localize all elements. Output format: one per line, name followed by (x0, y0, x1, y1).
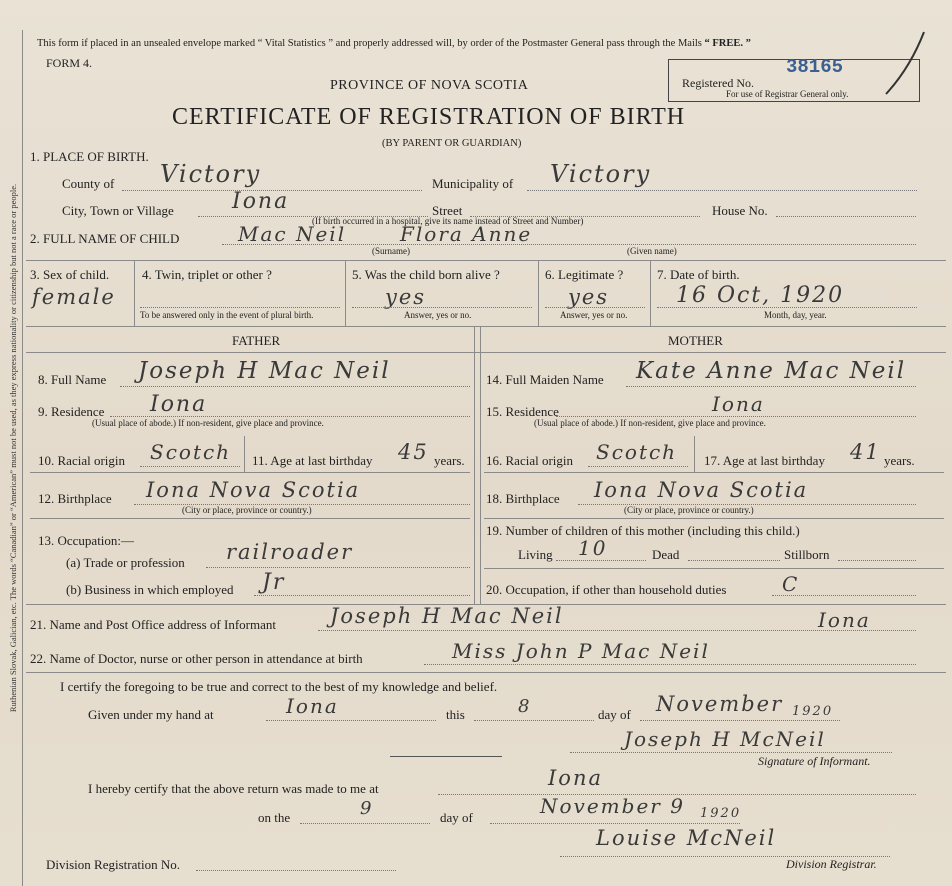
registered-label: Registered No. (682, 76, 754, 90)
father-residence-line (110, 416, 470, 417)
mother-name-line (626, 386, 916, 387)
certificate-title: CERTIFICATE OF REGISTRATION OF BIRTH (172, 104, 686, 130)
mother-racial-label: 16. Racial origin (486, 453, 574, 468)
mother-residence-line (556, 416, 916, 417)
place-label: 1. PLACE OF BIRTH. (30, 149, 149, 164)
county-value: Victory (160, 160, 262, 188)
mother-age-label: 17. Age at last birthday (704, 453, 825, 468)
given-place: Iona (286, 694, 339, 718)
child-name-line (222, 244, 916, 245)
mother-children-label: 19. Number of children of this mother (including this child.) (486, 523, 800, 538)
side-divider (22, 30, 23, 886)
mother-name-label: 14. Full Maiden Name (486, 372, 604, 387)
return-month-line (490, 823, 740, 824)
municipality-value: Victory (550, 160, 652, 188)
mother-occupation: C (782, 572, 800, 596)
mother-dead-line (688, 560, 780, 561)
mother-racial-divider (694, 436, 695, 472)
house-line (776, 216, 916, 217)
father-racial-line (140, 466, 240, 467)
certify-year: 1920 (792, 704, 834, 719)
father-trade: railroader (226, 540, 354, 564)
sex-label: 3. Sex of child. (30, 267, 110, 282)
registered-number: 38165 (786, 56, 844, 78)
mother-racial-line (588, 466, 688, 467)
city-label: City, Town or Village (62, 203, 174, 218)
parents-divider (474, 326, 475, 604)
legit-value: yes (568, 285, 610, 309)
mother-living: 10 (578, 536, 608, 560)
return-year: 1920 (700, 806, 742, 821)
mother-birthplace-label: 18. Birthplace (486, 491, 560, 506)
father-age: 45 (398, 440, 429, 464)
alive-value: yes (385, 285, 427, 309)
mother-stillborn-line (838, 560, 916, 561)
mail-notice-text: This form if placed in an unsealed envelope marked “ Vital Statistics ” and properly addressed will, by order of the Postmaster General pass through the Mails (37, 38, 702, 49)
mail-notice-free: “ FREE. ” (704, 38, 751, 49)
twin-note: To be answered only in the event of plural birth. (140, 310, 314, 320)
father-business-label: (b) Business in which employed (66, 582, 234, 597)
county-label: County of (62, 176, 115, 191)
child-given-name: Flora Anne (400, 222, 533, 246)
sex-value: female (32, 285, 116, 309)
side-note: Ruthenian Slovak, Galician, etc. The words “Canadian” or “American” must not be used, as they express nationality or citizenship but not a race or people. (8, 183, 18, 713)
dob-label: 7. Date of birth. (657, 267, 740, 282)
mother-children-bottom (484, 568, 944, 569)
father-residence-label: 9. Residence (38, 404, 105, 419)
return-day-line (300, 823, 430, 824)
mother-birthplace-bottom (484, 518, 944, 519)
return-place: Iona (548, 766, 603, 790)
mother-residence-note: (Usual place of abode.) If non-resident, give place and province. (534, 418, 766, 428)
father-years: years. (434, 453, 465, 468)
mother-occupation-label: 20. Occupation, if other than household duties (486, 582, 727, 597)
father-occupation-label: 13. Occupation:— (38, 533, 135, 548)
street-label: Street (432, 203, 463, 218)
mother-heading: MOTHER (668, 333, 723, 348)
on-the-label: on the (258, 810, 291, 825)
mother-occupation-line (772, 595, 916, 596)
division-reg-line (196, 870, 396, 871)
father-trade-line (206, 567, 470, 568)
row3-divider-2 (345, 260, 346, 326)
father-name-line (120, 386, 470, 387)
mother-residence-label: 15. Residence (486, 404, 559, 419)
legit-label: 6. Legitimate ? (545, 267, 624, 282)
mother-age: 41 (850, 440, 881, 464)
father-racial: Scotch (150, 440, 232, 464)
certificate-subtitle: (BY PARENT OR GUARDIAN) (382, 138, 522, 149)
row3-divider-3 (538, 260, 539, 326)
registrar-caption: Division Registrar. (786, 857, 877, 871)
mother-living-label: Living (518, 547, 553, 562)
father-racial-divider (244, 436, 245, 472)
informant-line (318, 630, 916, 631)
father-heading: FATHER (232, 333, 281, 348)
mother-living-line (556, 560, 646, 561)
mother-racial-bottom (484, 472, 944, 473)
father-residence: Iona (150, 392, 208, 417)
doctor-name: Miss John P Mac Neil (452, 639, 710, 663)
father-birthplace-note: (City or place, province or country.) (182, 505, 312, 515)
father-racial-label: 10. Racial origin (38, 453, 126, 468)
municipality-line (527, 190, 917, 191)
street-note: (If birth occurred in a hospital, give its name instead of Street and Number) (312, 216, 584, 226)
mail-notice (37, 38, 751, 49)
division-reg-label: Division Registration No. (46, 857, 180, 872)
informant-name: Joseph H Mac Neil (330, 604, 564, 628)
doctor-line (424, 664, 916, 665)
informant-signature-line (570, 752, 892, 753)
twin-label: 4. Twin, triplet or other ? (142, 267, 272, 282)
mother-dead-label: Dead (652, 547, 680, 562)
father-trade-label: (a) Trade or profession (66, 555, 185, 570)
father-racial-bottom (30, 472, 470, 473)
row3-divider-4 (650, 260, 651, 326)
alive-note: Answer, yes or no. (404, 310, 472, 320)
father-name-label: 8. Full Name (38, 372, 107, 387)
registered-note: For use of Registrar General only. (726, 89, 849, 99)
surname-note: (Surname) (372, 246, 410, 256)
parents-top-line (26, 326, 946, 327)
father-business-line (254, 595, 470, 596)
doctor-label: 22. Name of Doctor, nurse or other person in attendance at birth (30, 651, 363, 666)
return-day: 9 (360, 798, 374, 819)
mother-residence: Iona (712, 392, 765, 416)
certify-month-line (640, 720, 840, 721)
certify-top-line (26, 672, 946, 673)
father-business: Jr (262, 570, 286, 595)
return-day-of-label: day of (440, 810, 473, 825)
registrar-line (560, 856, 890, 857)
province-title: PROVINCE OF NOVA SCOTIA (330, 78, 529, 93)
city-value: Iona (232, 189, 290, 214)
pen-stroke (880, 28, 930, 98)
municipality-label: Municipality of (432, 176, 514, 191)
registrar-signature: Louise McNeil (596, 826, 777, 850)
dob-line (657, 307, 917, 308)
return-label: I hereby certify that the above return was made to me at (88, 781, 379, 796)
father-age-label: 11. Age at last birthday (252, 453, 373, 468)
this-label: this (446, 707, 465, 722)
certify-statement: I certify the foregoing to be true and correct to the best of my knowledge and belief. (60, 679, 498, 694)
certify-day-line (474, 720, 594, 721)
legit-note: Answer, yes or no. (560, 310, 628, 320)
child-surname: Mac Neil (238, 222, 347, 246)
twin-line (140, 307, 340, 308)
informant-signature: Joseph H McNeil (624, 727, 826, 751)
alive-label: 5. Was the child born alive ? (352, 267, 500, 282)
parents-heading-line (26, 352, 946, 353)
informant-signature-caption: Signature of Informant. (758, 754, 871, 768)
informant-address: Iona (818, 608, 871, 632)
mother-name: Kate Anne Mac Neil (636, 358, 907, 384)
dob-value: 16 Oct, 1920 (676, 283, 845, 308)
given-note: (Given name) (627, 246, 677, 256)
father-birthplace: Iona Nova Scotia (146, 478, 361, 502)
mother-years: years. (884, 453, 915, 468)
row3-top-line (26, 260, 946, 261)
dob-note: Month, day, year. (764, 310, 827, 320)
parents-divider-2 (480, 326, 481, 604)
mother-birthplace-note: (City or place, province or country.) (624, 505, 754, 515)
father-birthplace-label: 12. Birthplace (38, 491, 112, 506)
legit-line (545, 307, 645, 308)
divider-rule (390, 756, 502, 757)
return-month: November 9 (540, 794, 685, 818)
father-name: Joseph H Mac Neil (138, 358, 391, 384)
certify-month: November (656, 692, 784, 716)
mother-birthplace: Iona Nova Scotia (594, 478, 809, 502)
informant-label: 21. Name and Post Office address of Informant (30, 617, 276, 632)
alive-line (352, 307, 532, 308)
father-birthplace-bottom (30, 518, 470, 519)
day-of-label: day of (598, 707, 631, 722)
form-number: FORM 4. (46, 56, 93, 70)
house-label: House No. (712, 203, 768, 218)
row3-divider-1 (134, 260, 135, 326)
mother-stillborn-label: Stillborn (784, 547, 830, 562)
mother-racial: Scotch (596, 440, 678, 464)
given-place-line (266, 720, 436, 721)
father-residence-note: (Usual place of abode.) If non-resident, give place and province. (92, 418, 324, 428)
certify-day: 8 (518, 696, 532, 717)
child-name-label: 2. FULL NAME OF CHILD (30, 231, 180, 246)
given-label: Given under my hand at (88, 707, 214, 722)
